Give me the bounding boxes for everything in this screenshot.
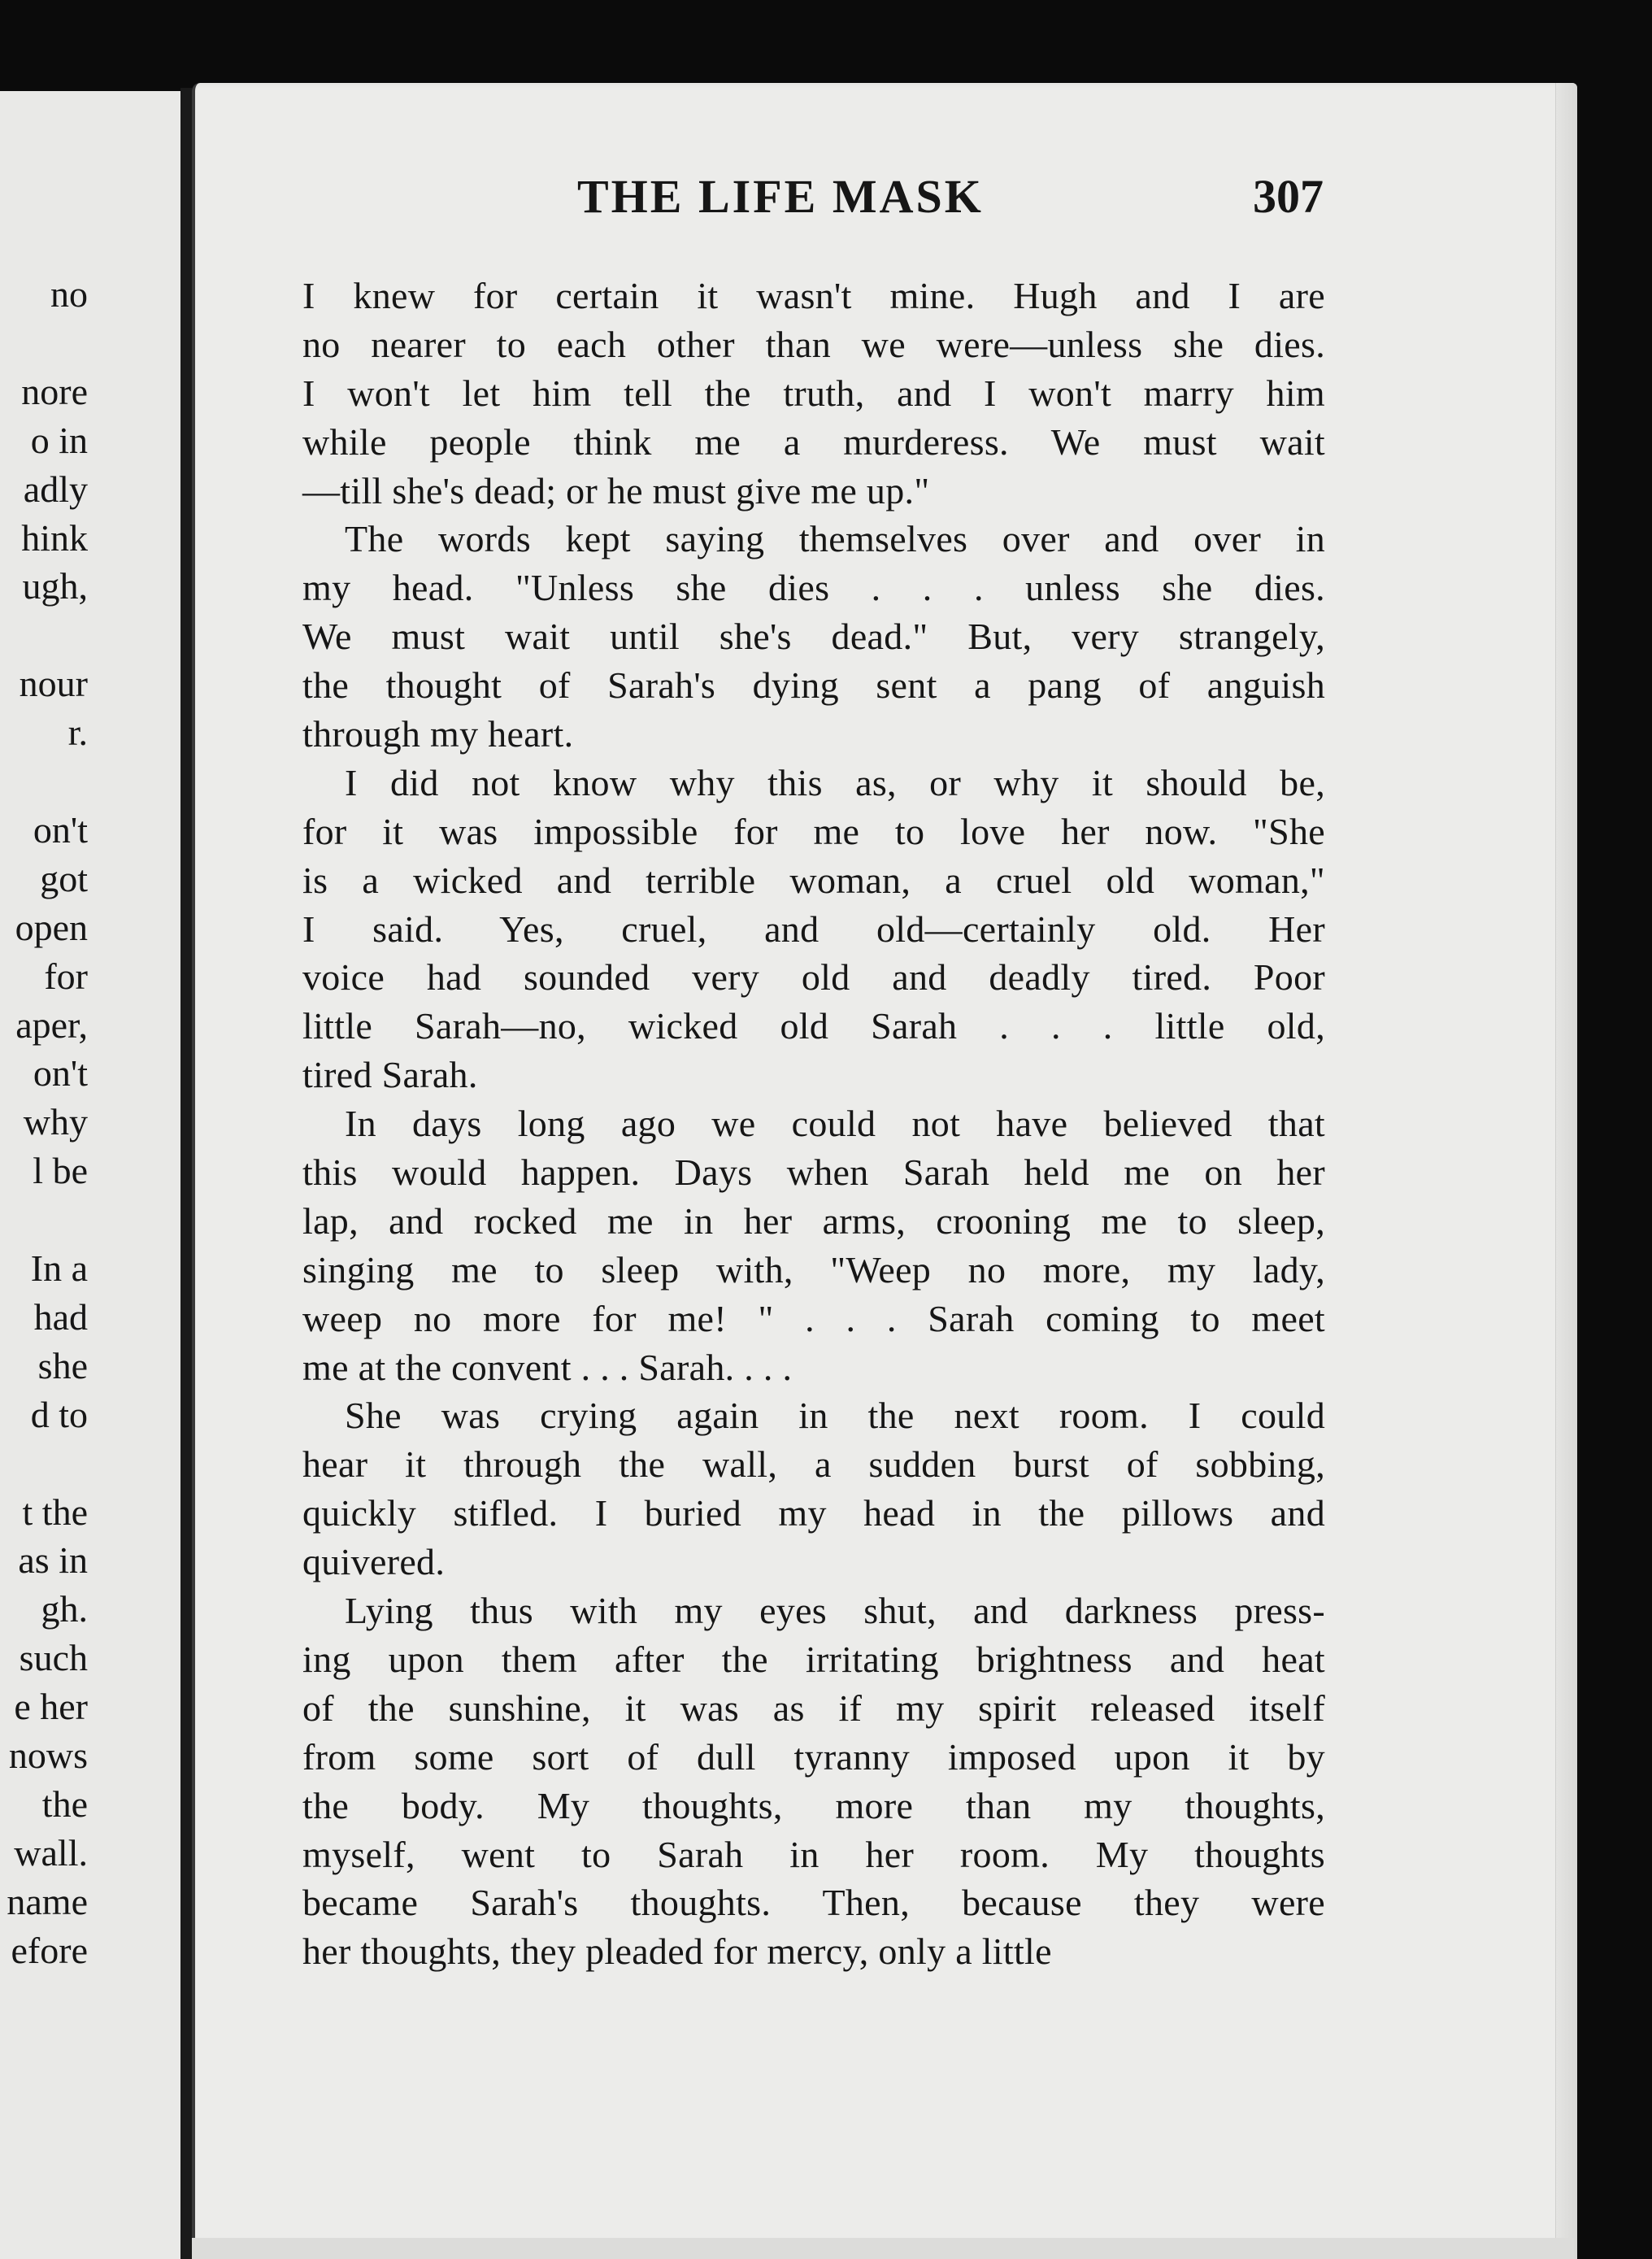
- text-line: voice had sounded very old and deadly tired. Poor: [302, 956, 1325, 999]
- facing-page-line: nows: [8, 1735, 88, 1776]
- facing-page-line: such: [19, 1637, 88, 1679]
- facing-page-line: as in: [18, 1539, 88, 1582]
- page-edge: [1555, 83, 1577, 2259]
- facing-page-line: she: [37, 1344, 88, 1386]
- text-line: singing me to sleep with, "Weep no more, my lady,: [302, 1248, 1325, 1291]
- text-line: the body. My thoughts, more than my thoughts,: [302, 1784, 1325, 1826]
- facing-page-line: on't: [33, 808, 88, 851]
- facing-page-line: r.: [67, 712, 88, 754]
- text-line: through my heart.: [302, 713, 574, 755]
- text-line: my head. "Unless she dies . . . unless she dies.: [302, 567, 1325, 609]
- text-line: I said. Yes, cruel, and old—certainly old. Her: [302, 908, 1325, 950]
- facing-page-line: on't: [33, 1052, 88, 1095]
- text-line: weep no more for me! " . . . Sarah coming to meet: [302, 1297, 1325, 1339]
- paragraph: [302, 272, 1325, 515]
- text-line: me at the convent . . . Sarah. . . .: [302, 1346, 793, 1388]
- text-line: this would happen. Days when Sarah held me on her: [302, 1151, 1325, 1194]
- text-line: The words kept saying themselves over and over in: [345, 518, 1325, 560]
- text-line: no nearer to each other than we were—unless she dies.: [302, 323, 1325, 365]
- page-number: 307: [1253, 170, 1324, 223]
- paragraph: [302, 1099, 1325, 1391]
- facing-page-line: nour: [19, 663, 88, 705]
- book-gutter: [180, 88, 192, 2259]
- page-bottom-edge: [192, 2238, 1574, 2259]
- text-line: In days long ago we could not have believed that: [345, 1103, 1325, 1145]
- facing-page-line: wall.: [14, 1831, 88, 1874]
- facing-page-line: got: [40, 857, 88, 899]
- page-header: [301, 169, 1324, 234]
- text-line: —till she's dead; or he must give me up.": [302, 469, 930, 511]
- text-line: of the sunshine, it was as if my spirit released itself: [302, 1687, 1325, 1729]
- facing-page-line: hink: [21, 516, 88, 559]
- facing-page-line: o in: [30, 419, 88, 461]
- facing-page-line: In a: [30, 1247, 88, 1289]
- text-line: quivered.: [302, 1541, 446, 1583]
- facing-page-line: l be: [33, 1150, 88, 1192]
- facing-page-line: no: [50, 273, 88, 315]
- text-line: lap, and rocked me in her arms, crooning me to sleep,: [302, 1199, 1325, 1242]
- facing-page-line: had: [33, 1295, 88, 1338]
- paragraph: [302, 759, 1325, 1099]
- text-line: She was crying again in the next room. I could: [345, 1395, 1325, 1437]
- text-line: for it was impossible for me to love her now. "She: [302, 810, 1325, 852]
- text-line: while people think me a murderess. We must wait: [302, 420, 1325, 463]
- facing-page-line: t the: [22, 1491, 88, 1533]
- facing-page-line: name: [7, 1880, 88, 1922]
- paragraph: [302, 1587, 1325, 1976]
- text-line: quickly stifled. I buried my head in the pillows and: [302, 1492, 1325, 1534]
- text-line: ing upon them after the irritating brightness and heat: [302, 1638, 1325, 1680]
- facing-page: [0, 91, 185, 2259]
- text-line: I did not know why this as, or why it should be,: [345, 761, 1325, 803]
- text-line: the thought of Sarah's dying sent a pang of anguish: [302, 664, 1325, 707]
- text-line: I won't let him tell the truth, and I won't marry him: [302, 372, 1325, 414]
- text-line: little Sarah—no, wicked old Sarah . . . little old,: [302, 1005, 1325, 1047]
- paragraph: [302, 1391, 1325, 1587]
- facing-page-line: efore: [11, 1929, 88, 1971]
- text-line: hear it through the wall, a sudden burst of sobbing,: [302, 1443, 1325, 1486]
- facing-page-line: gh.: [41, 1588, 88, 1630]
- facing-page-line: aper,: [15, 1003, 88, 1046]
- text-line: myself, went to Sarah in her room. My thoughts: [302, 1833, 1325, 1875]
- facing-page-line: open: [15, 906, 88, 948]
- facing-page-line: for: [44, 955, 88, 997]
- facing-page-line: nore: [21, 370, 88, 412]
- text-line: We must wait until she's dead." But, very strangely,: [302, 616, 1325, 658]
- text-line: I knew for certain it wasn't mine. Hugh and I are: [302, 275, 1325, 316]
- facing-page-line: the: [41, 1782, 88, 1825]
- facing-page-line: ugh,: [22, 565, 88, 607]
- facing-page-line: adly: [23, 468, 88, 510]
- text-line: from some sort of dull tyranny imposed upon it by: [302, 1735, 1325, 1778]
- text-line: her thoughts, they pleaded for mercy, only a little: [302, 1930, 1052, 1973]
- running-head: THE LIFE MASK: [577, 170, 984, 223]
- text-line: is a wicked and terrible woman, a cruel old woman,": [302, 859, 1325, 901]
- facing-page-line: e her: [14, 1686, 88, 1728]
- facing-page-line: d to: [30, 1393, 88, 1435]
- facing-page-line: why: [23, 1101, 88, 1143]
- body-text: [302, 272, 1325, 1976]
- paragraph: [302, 515, 1325, 758]
- text-line: Lying thus with my eyes shut, and darkness press-: [345, 1590, 1325, 1632]
- text-line: became Sarah's thoughts. Then, because they were: [302, 1882, 1325, 1924]
- text-line: tired Sarah.: [302, 1054, 478, 1096]
